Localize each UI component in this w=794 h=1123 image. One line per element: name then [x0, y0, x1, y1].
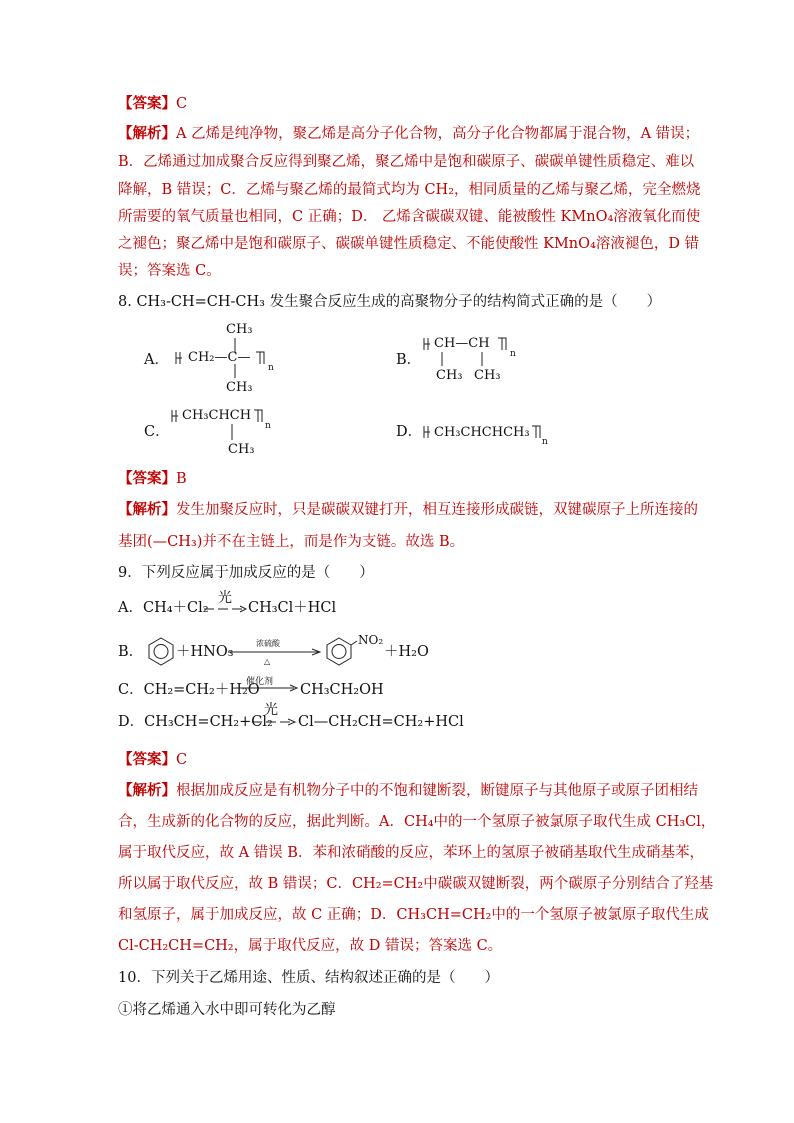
q8-answer-line — [118, 469, 678, 489]
q9-analysis-line-3: 属于取代反应，故 A 错误 B．苯和浓硝酸的反应，苯环上的氢原子被硝基取代生成硝基苯， — [118, 845, 704, 861]
condition: 光 — [218, 590, 232, 606]
structure-left-methyl: CH₃ — [436, 368, 463, 383]
q9-analysis-line-1 — [118, 781, 698, 801]
q7-analysis-line-3: 降解，B 错误；C．乙烯与聚乙烯的最简式均为 CH₂，相同质量的乙烯与聚乙烯，完全燃烧 — [118, 182, 701, 198]
structure-main-chain: CH₃CHCH — [182, 408, 252, 423]
q10-stem: 10．下列关于乙烯用途、性质、结构叙述正确的是（ ） — [118, 970, 499, 986]
q7-analysis-line-4: 所需要的氧气质量也相同，C 正确；D． 乙烯含碳碳双键、能被酸性 KMnO₄溶液氧化而使 — [118, 209, 701, 225]
q9-analysis-line-4: 所以属于取代反应，故 B 错误；C．CH₂=CH₂中碳碳双键断裂，两个碳原子分别结合了羟基 — [118, 876, 714, 892]
reactants: D．CH₃CH=CH₂+Cl₂ — [118, 714, 273, 730]
subscript-n: n — [542, 437, 548, 447]
analysis-text: 发生加聚反应时，只是碳碳双键打开，相互连接形成碳链，双键碳原子上所连接的 — [176, 502, 698, 518]
answer-value: C — [176, 752, 188, 768]
q7-analysis-line-6: 误；答案选 C。 — [118, 263, 221, 279]
q9-option-c — [118, 672, 478, 702]
subscript-n: n — [265, 421, 271, 431]
reactant-nitric-acid: ＋HNO₃ — [176, 644, 234, 660]
q9-answer-line — [118, 750, 678, 770]
option-label: D． — [396, 424, 423, 440]
structure-bottom-methyl: CH₃ — [228, 442, 255, 457]
reaction-arrow — [202, 590, 248, 620]
q9-option-d — [118, 702, 558, 732]
structure-main-chain: CH₃CHCHCH₃ — [434, 425, 530, 440]
option-label: B． — [396, 352, 422, 368]
q9-analysis-line-2: 合，生成新的化合物的反应，据此判断。A．CH₄中的一个氢原子被氯原子取代生成 CH₃Cl， — [118, 814, 716, 830]
subscript-n: n — [510, 349, 516, 359]
structure-right-methyl: CH₃ — [474, 368, 501, 383]
q8-option-b — [396, 334, 536, 394]
analysis-tag: 【解析】 — [118, 782, 176, 799]
structure-bottom-methyl: CH₃ — [226, 380, 253, 395]
q8-option-c — [144, 406, 284, 462]
q9-analysis-line-5: 和氢原子，属于加成反应，故 C 正确；D．CH₃CH=CH₂中的一个氢原子被氯原子取代生成 — [118, 907, 709, 923]
reactants: A．CH₄＋Cl₂ — [118, 600, 209, 616]
q7-answer-line — [118, 94, 678, 114]
q9-option-b — [118, 632, 458, 672]
q9-stem: 9．下列反应属于加成反应的是（ ） — [118, 565, 374, 581]
reaction-arrow — [250, 702, 298, 732]
nitrobenzene-ring-icon — [324, 636, 358, 666]
structure-top-methyl: CH₃ — [226, 322, 253, 337]
q8-analysis-line-1 — [118, 500, 698, 520]
q7-analysis-line-5: 之褪色；聚乙烯中是饱和碳原子、碳碳单键性质稳定、不能使酸性 KMnO₄溶液褪色，D 错 — [118, 236, 700, 252]
q7-analysis-line-2: B．乙烯通过加成聚合反应得到聚乙烯，聚乙烯中是饱和碳原子、碳碳单键性质稳定、难以 — [118, 154, 695, 170]
benzene-ring-icon — [146, 636, 176, 666]
structure-main-chain: CH₂—C— — [188, 350, 251, 365]
q8-analysis-line-2: 基团(—CH₃)并不在主链上，而是作为支链。故选 B。 — [118, 534, 465, 550]
answer-tag: 【答案】 — [118, 470, 176, 487]
products: CH₃CH₂OH — [300, 682, 384, 698]
products: ＋H₂O — [384, 644, 429, 660]
answer-tag: 【答案】 — [118, 751, 176, 768]
q8-option-d — [396, 422, 566, 446]
analysis-text: A 乙烯是纯净物，聚乙烯是高分子化合物，高分子化合物都属于混合物，A 错误； — [176, 126, 700, 142]
q8-option-a — [144, 318, 284, 398]
answer-tag: 【答案】 — [118, 95, 176, 112]
analysis-text: 根据加成反应是有机物分子中的不饱和键断裂，断键原子与其他原子或原子团相结 — [176, 783, 698, 799]
structure-main-chain: CH—CH — [434, 336, 490, 351]
reactants: C．CH₂=CH₂＋H₂O — [118, 682, 260, 698]
answer-value: B — [176, 471, 187, 487]
reaction-arrow — [226, 632, 322, 672]
q10-item-1: ①将乙烯通入水中即可转化为乙醇 — [118, 1002, 336, 1018]
q9-option-a — [118, 590, 438, 620]
condition: 光 — [264, 702, 278, 718]
analysis-tag: 【解析】 — [118, 501, 176, 518]
nitro-group: NO₂ — [358, 633, 384, 647]
option-label: A． — [144, 352, 169, 368]
condition: 浓硫酸 — [256, 639, 280, 648]
condition: 催化剂 — [246, 677, 274, 687]
q9-analysis-line-6: Cl-CH₂CH=CH₂，属于取代反应，故 D 错误；答案选 C。 — [118, 938, 503, 954]
answer-value: C — [176, 96, 188, 112]
condition-heat: △ — [264, 657, 271, 666]
option-label: C． — [144, 424, 170, 440]
q8-stem: 8. CH₃-CH=CH-CH₃ 发生聚合反应生成的高聚物分子的结构简式正确的是（ ） — [118, 294, 662, 310]
q7-analysis-line-1 — [118, 124, 700, 144]
analysis-tag: 【解析】 — [118, 125, 176, 142]
products: Cl—CH₂CH=CH₂+HCl — [298, 714, 464, 730]
reaction-arrow — [234, 672, 300, 702]
option-label: B． — [118, 644, 144, 660]
subscript-n: n — [268, 363, 274, 373]
products: CH₃Cl＋HCl — [248, 600, 337, 616]
